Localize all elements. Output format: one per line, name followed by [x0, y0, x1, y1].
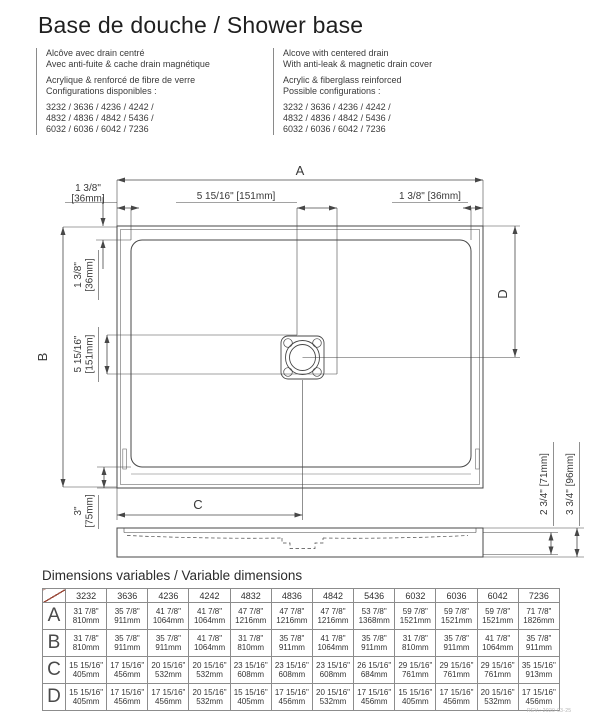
- dim-bottom-left-mm: [75mm]: [84, 494, 96, 528]
- dim-left-edge-inches: 1 3/8": [73, 262, 84, 288]
- dimension-cell: 35 7/8" 911mm: [436, 630, 477, 657]
- dim-left-drain-mm: [151mm]: [84, 334, 96, 374]
- dimension-lines: [63, 180, 584, 557]
- intro-section: [36, 48, 602, 135]
- page-title: Base de douche / Shower base: [38, 12, 364, 38]
- dimension-cell: 20 15/16" 532mm: [148, 657, 189, 684]
- column-header-6036: 6036: [436, 589, 477, 603]
- dim-height-total: 3 3/4" [96mm]: [565, 453, 576, 515]
- dimension-cell: 41 7/8" 1064mm: [148, 603, 189, 630]
- dimension-cell: 71 7/8" 1826mm: [518, 603, 559, 630]
- dimension-cell: 47 7/8" 1216mm: [271, 603, 312, 630]
- intro-line: 6032 / 6036 / 6042 / 7236: [46, 124, 149, 134]
- intro-line: 4832 / 4836 / 4842 / 5436 /: [46, 113, 154, 123]
- dim-left-edge-mm: [36mm]: [84, 258, 96, 292]
- dim-label-A: A: [295, 163, 305, 178]
- row-label-D: D: [43, 684, 66, 711]
- dimension-cell: 47 7/8" 1216mm: [230, 603, 271, 630]
- dimension-cell: 15 15/16" 405mm: [66, 684, 107, 711]
- dim-top-center: 5 15/16" [151mm]: [196, 191, 276, 202]
- dimension-cell: 35 7/8" 911mm: [148, 630, 189, 657]
- dimension-cell: 29 15/16" 761mm: [477, 657, 518, 684]
- dimensions-table-body: [43, 603, 560, 711]
- dimension-cell: 53 7/8" 1368mm: [354, 603, 395, 630]
- dimension-cell: 15 15/16" 405mm: [230, 684, 271, 711]
- dimension-cell: 17 15/16" 456mm: [436, 684, 477, 711]
- row-label-A: A: [43, 603, 66, 630]
- dimension-cell: 29 15/16" 761mm: [436, 657, 477, 684]
- dimension-cell: 17 15/16" 456mm: [107, 657, 148, 684]
- intro-line: Alcôve avec drain centré: [46, 48, 145, 58]
- dimension-cell: 20 15/16" 532mm: [477, 684, 518, 711]
- column-header-3636: 3636: [107, 589, 148, 603]
- dimension-cell: 17 15/16" 456mm: [271, 684, 312, 711]
- dimension-cell: 17 15/16" 456mm: [518, 684, 559, 711]
- dimension-cell: 35 7/8" 911mm: [107, 630, 148, 657]
- dimension-cell: 17 15/16" 456mm: [354, 684, 395, 711]
- dimension-cell: 31 7/8" 810mm: [230, 630, 271, 657]
- dimension-cell: 20 15/16" 532mm: [189, 657, 230, 684]
- dim-top-right: 1 3/8" [36mm]: [399, 191, 461, 202]
- dimension-cell: 41 7/8" 1064mm: [189, 603, 230, 630]
- dimension-cell: 41 7/8" 1064mm: [312, 630, 353, 657]
- technical-drawing: [0, 157, 602, 569]
- dim-top-left-mm: [36mm]: [71, 193, 105, 205]
- dimension-cell: 23 15/16" 608mm: [271, 657, 312, 684]
- intro-line: 6032 / 6036 / 6042 / 7236: [283, 124, 386, 134]
- dimension-cell: 31 7/8" 810mm: [66, 603, 107, 630]
- table-corner-diagonal: [43, 589, 66, 603]
- intro-line: 3232 / 3636 / 4236 / 4242 /: [46, 102, 154, 112]
- intro-line: Possible configurations :: [283, 86, 381, 96]
- dimension-cell: 17 15/16" 456mm: [148, 684, 189, 711]
- column-header-3232: 3232: [66, 589, 107, 603]
- dim-top-left-inches: 1 3/8": [75, 183, 101, 194]
- dimension-cell: 35 7/8" 911mm: [518, 630, 559, 657]
- column-header-6032: 6032: [395, 589, 436, 603]
- dimension-cell: 41 7/8" 1064mm: [477, 630, 518, 657]
- dimension-cell: 20 15/16" 532mm: [189, 684, 230, 711]
- dimension-cell: 35 7/8" 911mm: [271, 630, 312, 657]
- column-header-4832: 4832: [230, 589, 271, 603]
- intro-column-english: [273, 48, 510, 135]
- dimension-cell: 17 15/16" 456mm: [107, 684, 148, 711]
- dimension-cell: 26 15/16" 684mm: [354, 657, 395, 684]
- dimension-cell: 15 15/16" 405mm: [395, 684, 436, 711]
- dim-label-D: D: [495, 289, 510, 299]
- table-row-D: [43, 684, 560, 711]
- column-header-4242: 4242: [189, 589, 230, 603]
- table-row-B: [43, 630, 560, 657]
- dimension-cell: 23 15/16" 608mm: [230, 657, 271, 684]
- dim-label-B: B: [35, 352, 50, 362]
- intro-line: Avec anti-fuite & cache drain magnétique: [46, 59, 210, 69]
- dimension-cell: 35 15/16" 913mm: [518, 657, 559, 684]
- intro-line: 4832 / 4836 / 4842 / 5436 /: [283, 113, 391, 123]
- revision-note: REV.: 2020-03-25: [527, 708, 572, 714]
- dimension-cell: 31 7/8" 810mm: [395, 630, 436, 657]
- plan-view: [117, 226, 483, 488]
- dimension-cell: 31 7/8" 810mm: [66, 630, 107, 657]
- dimension-cell: 23 15/16" 608mm: [312, 657, 353, 684]
- intro-line: Alcove with centered drain: [283, 48, 389, 58]
- table-row-A: [43, 603, 560, 630]
- dimension-cell: 15 15/16" 405mm: [66, 657, 107, 684]
- column-header-5436: 5436: [354, 589, 395, 603]
- side-view: [117, 528, 483, 557]
- dimension-cell: 59 7/8" 1521mm: [436, 603, 477, 630]
- dimension-cell: 47 7/8" 1216mm: [312, 603, 353, 630]
- basin-floor-dashed: [127, 536, 468, 549]
- dimension-cell: 59 7/8" 1521mm: [477, 603, 518, 630]
- intro-line: With anti-leak & magnetic drain cover: [283, 59, 433, 69]
- column-header-4842: 4842: [312, 589, 353, 603]
- dimension-cell: 35 7/8" 911mm: [107, 603, 148, 630]
- dimension-cell: 41 7/8" 1064mm: [189, 630, 230, 657]
- row-label-C: C: [43, 657, 66, 684]
- dimension-cell: 59 7/8" 1521mm: [395, 603, 436, 630]
- intro-column-french: [36, 48, 273, 135]
- row-label-B: B: [43, 630, 66, 657]
- dimension-cell: 20 15/16" 532mm: [312, 684, 353, 711]
- intro-line: Acrylique & renforcé de fibre de verre: [46, 75, 196, 85]
- table-row-C: [43, 657, 560, 684]
- dimensions-table: [42, 588, 560, 711]
- intro-line: 3232 / 3636 / 4236 / 4242 /: [283, 102, 391, 112]
- dim-height-inner: 2 3/4" [71mm]: [539, 453, 550, 515]
- dimension-cell: 35 7/8" 911mm: [354, 630, 395, 657]
- column-header-4236: 4236: [148, 589, 189, 603]
- column-header-6042: 6042: [477, 589, 518, 603]
- intro-line: Acrylic & fiberglass reinforced: [283, 75, 402, 85]
- column-header-4836: 4836: [271, 589, 312, 603]
- column-header-7236: 7236: [518, 589, 559, 603]
- dim-left-drain-inches: 5 15/16": [73, 335, 84, 373]
- intro-line: Configurations disponibles :: [46, 86, 157, 96]
- dim-label-C: C: [193, 497, 203, 512]
- variable-dimensions-heading: Dimensions variables / Variable dimensions: [42, 568, 303, 583]
- dimension-cell: 29 15/16" 761mm: [395, 657, 436, 684]
- dimensions-table-head: [43, 589, 560, 603]
- dim-bottom-left-inches: 3": [73, 506, 84, 516]
- dimension-labels: [35, 163, 576, 528]
